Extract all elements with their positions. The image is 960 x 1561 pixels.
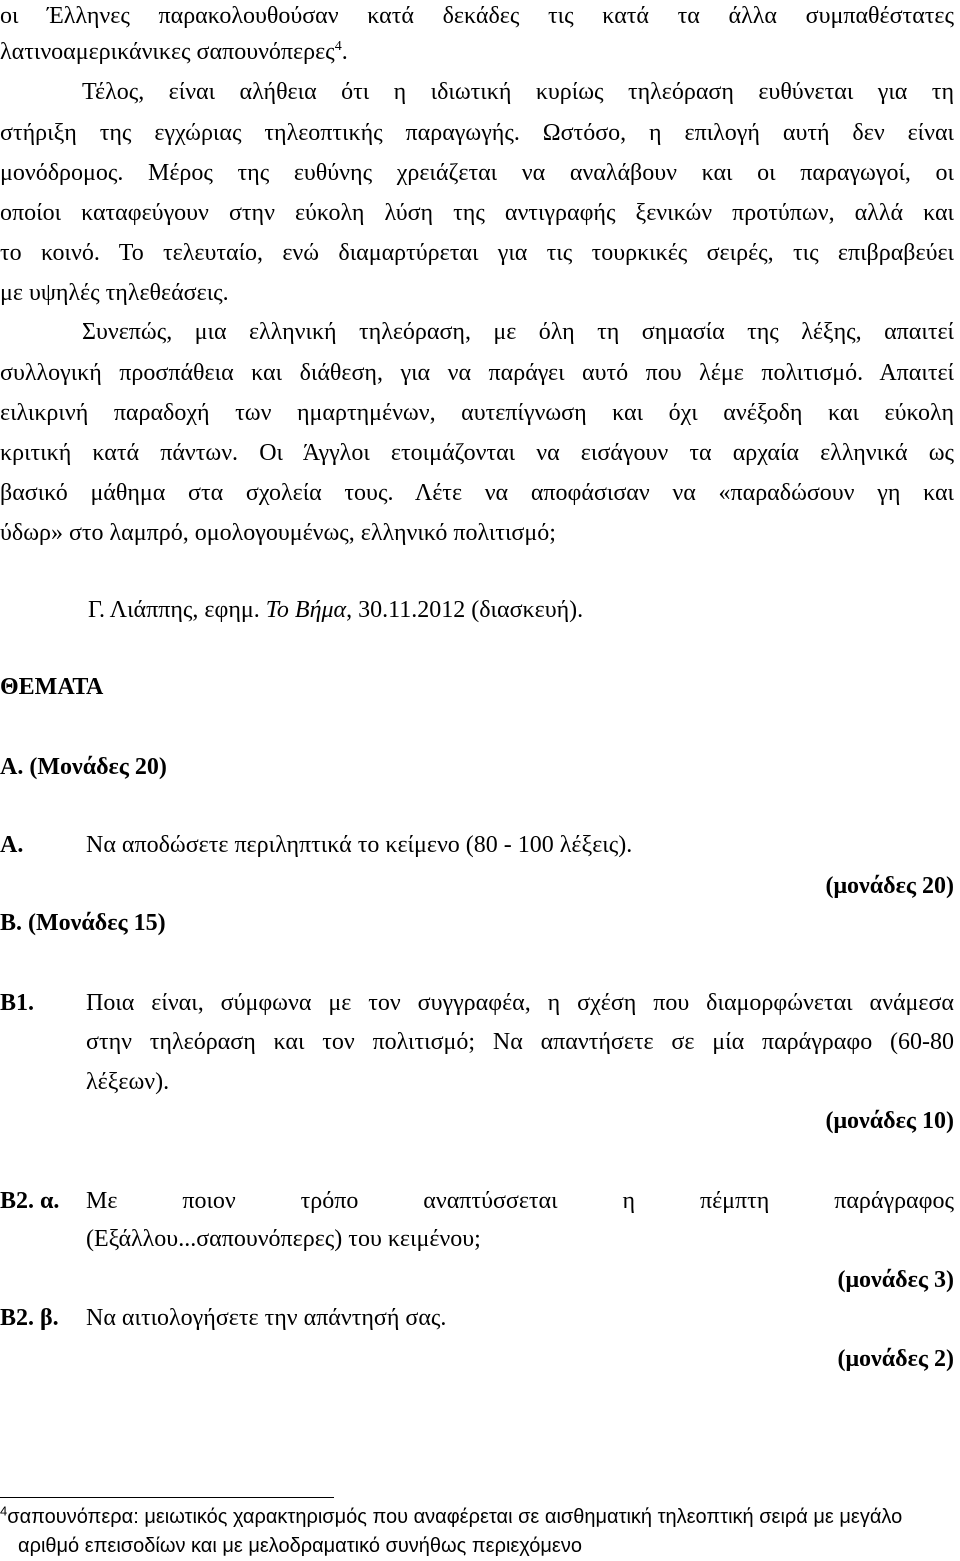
body-line (82, 312, 954, 352)
section-b-heading: Β. (Μονάδες 15) (0, 910, 166, 936)
body-line (0, 233, 954, 273)
body-line (0, 273, 954, 313)
footnote-text: αριθμό επεισοδίων και με μελοδραματικό συνήθως περιεχόμενο (18, 1535, 582, 1557)
footnote-reference: 4 (334, 39, 342, 54)
body-line (0, 513, 954, 553)
body-text: οι Έλληνες παρακολουθούσαν κατά δεκάδες τις κατά τα άλλα συμπαθέστατες (0, 3, 954, 29)
body-text: Συνεπώς, μια ελληνική τηλεόραση, με όλη τη σημασία της λέξης, απαιτεί (82, 319, 954, 345)
question-b2a-line: Με ποιον τρόπο αναπτύσσεται η πέμπτη παράγραφος (86, 1188, 954, 1214)
citation-author: Γ. Λιάππης, εφημ. (88, 597, 266, 623)
body-text: . (341, 39, 348, 65)
question-b2b-label: Β2. β. (0, 1305, 59, 1331)
question-b2a-points: (μονάδες 3) (837, 1267, 954, 1293)
body-text: Τέλος, είναι αλήθεια ότι η ιδιωτική κυρίως τηλεόραση ευθύνεται για τη (82, 79, 954, 105)
footnote-separator (0, 1497, 334, 1498)
question-a-label: Α. (0, 832, 24, 858)
body-line (0, 113, 954, 153)
question-b2a-line: (Εξάλλου...σαπουνόπερες) του κειμένου; (86, 1226, 481, 1252)
body-text: οποίοι καταφεύγουν στην εύκολη λύση της αντιγραφής ξενικών προτύπων, αλλά και (0, 200, 954, 226)
body-text: βασικό μάθημα στα σχολεία τους. Λέτε να αποφάσισαν να «παραδώσουν γη και (0, 480, 954, 506)
question-b1-points: (μονάδες 10) (825, 1108, 954, 1134)
question-b2b-text: Να αιτιολογήσετε την απάντησή σας. (86, 1305, 447, 1331)
footnote-text: σαπουνόπερα: μειωτικός χαρακτηρισμός που αναφέρεται σε αισθηματική τηλεοπτική σειρά με μεγάλο (7, 1506, 903, 1528)
footnote-mark: 4 (0, 1503, 8, 1519)
body-line (0, 153, 954, 193)
question-b1-line: λέξεων). (86, 1069, 170, 1095)
question-b1-line: στην τηλεόραση και τον πολιτισμό; Να απαντήσετε σε μία παράγραφο (60-80 (86, 1029, 954, 1055)
body-line (0, 193, 954, 233)
question-b2a-label: Β2. α. (0, 1188, 60, 1214)
question-b2b-points: (μονάδες 2) (837, 1346, 954, 1372)
body-text: μονόδρομος. Μέρος της ευθύνης χρειάζεται να αναλάβουν και οι παραγωγοί, οι (0, 160, 954, 186)
body-line (0, 473, 954, 513)
body-text: συλλογική προσπάθεια και διάθεση, για να παράγει αυτό που λέμε πολιτισμό. Απαιτεί (0, 360, 954, 386)
body-text: το κοινό. Το τελευταίο, ενώ διαμαρτύρεται για τις τουρκικές σειρές, τις επιβραβεύει (0, 240, 954, 266)
citation-newspaper: Το Βήμα (265, 597, 347, 623)
body-text: κριτική κατά πάντων. Οι Άγγλοι ετοιμάζονται να εισάγουν τα αρχαία ελληνικά ως (0, 440, 954, 466)
footnote-line (0, 1502, 954, 1532)
question-b1-line: Ποια είναι, σύμφωνα με τον συγγραφέα, η σχέση που διαμορφώνεται ανάμεσα (86, 990, 954, 1016)
body-text: με υψηλές τηλεθεάσεις. (0, 280, 229, 306)
section-heading: ΘΕΜΑΤΑ (0, 674, 104, 700)
question-b1-label: Β1. (0, 990, 35, 1016)
footnote-line (18, 1531, 954, 1561)
section-a-heading: Α. (Μονάδες 20) (0, 754, 167, 780)
body-text: λατινοαμερικάνικες σαπουνόπερες (0, 39, 335, 65)
body-line (0, 393, 954, 433)
body-line (0, 32, 954, 72)
body-line (0, 353, 954, 393)
body-line (0, 0, 954, 36)
body-line (0, 433, 954, 473)
body-text: ειλικρινή παραδοχή των ημαρτημένων, αυτεπίγνωση και όχι ανέξοδη και εύκολη (0, 400, 954, 426)
question-a-text: Να αποδώσετε περιληπτικά το κείμενο (80 - 100 λέξεις). (86, 832, 633, 858)
question-a-points: (μονάδες 20) (825, 873, 954, 899)
body-text: στήριξη της εγχώριας τηλεοπτικής παραγωγής. Ωστόσο, η επιλογή αυτή δεν είναι (0, 120, 954, 146)
source-citation (88, 590, 954, 630)
body-text: ύδωρ» στο λαμπρό, ομολογουμένως, ελληνικό πολιτισμό; (0, 520, 556, 546)
citation-date: , 30.11.2012 (διασκευή). (346, 597, 584, 623)
body-line (82, 72, 954, 112)
